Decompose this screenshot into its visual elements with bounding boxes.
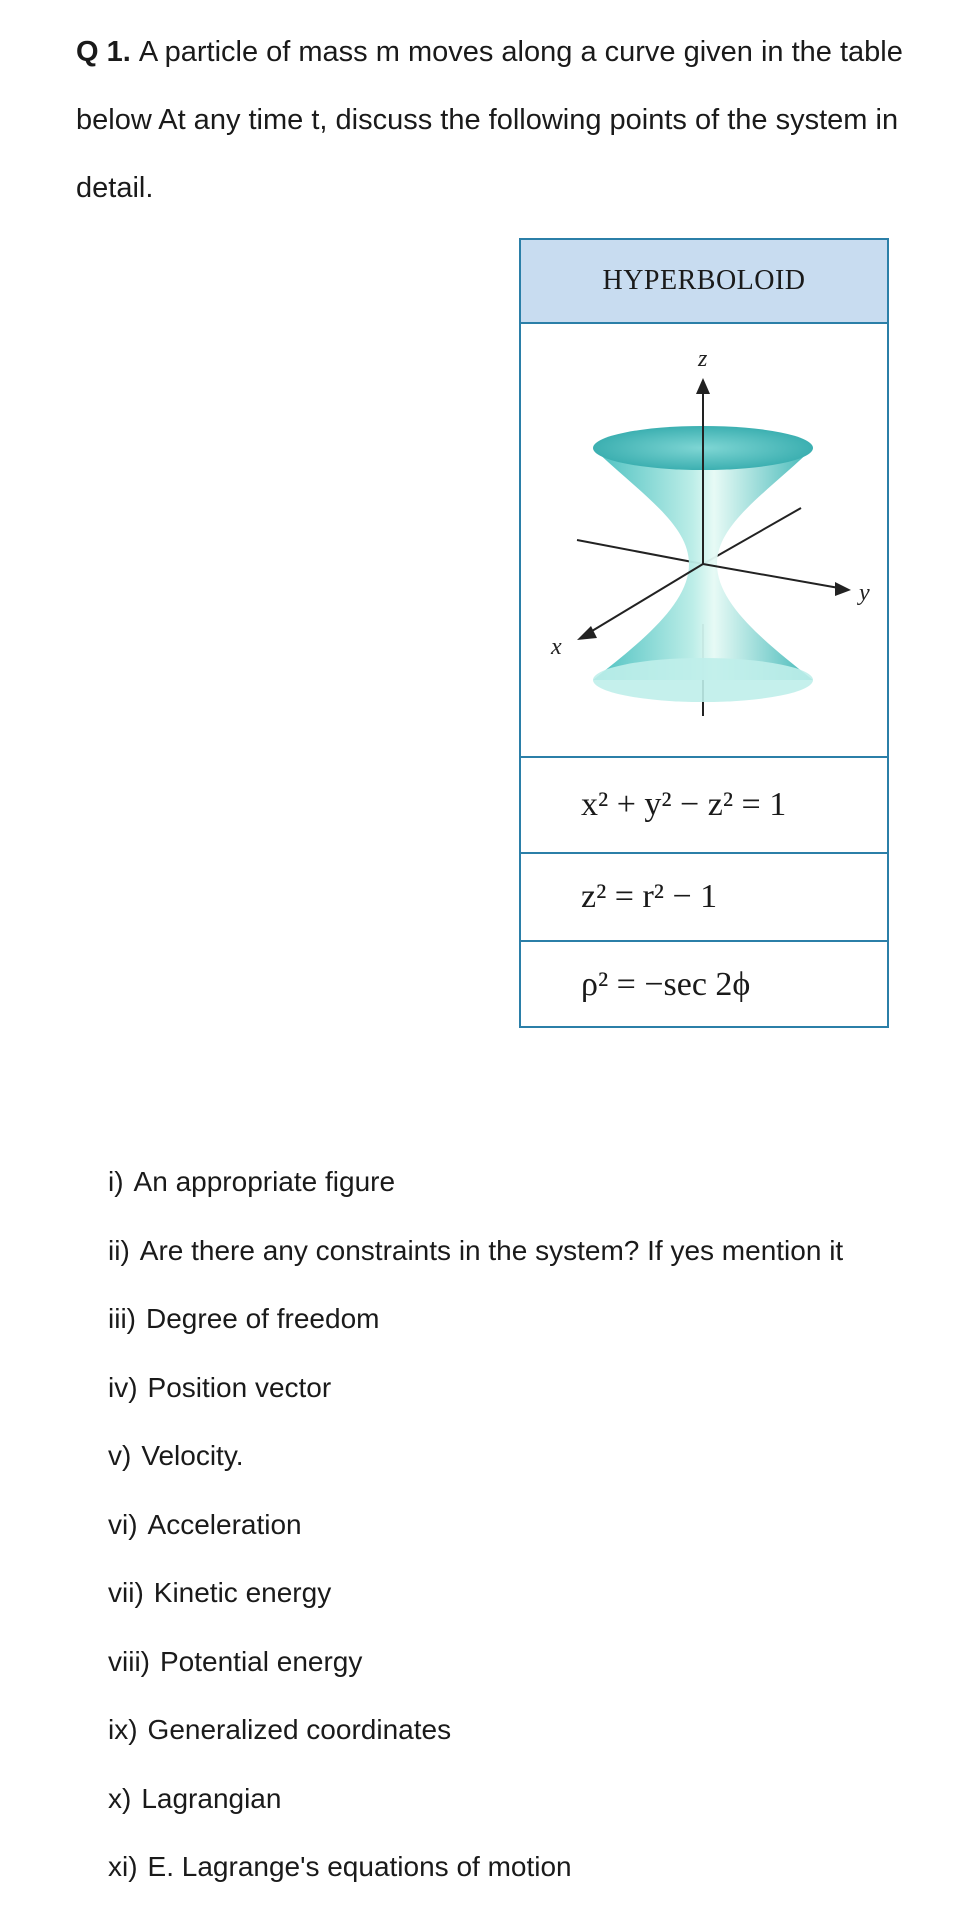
list-item bbox=[108, 1422, 958, 1491]
item-number: vi) bbox=[108, 1508, 138, 1540]
equation-cylindrical: z² = r² − 1 bbox=[521, 854, 887, 942]
equation-polar: ρ² = −sec 2ϕ bbox=[581, 966, 751, 1003]
item-text: Position vector bbox=[147, 1371, 332, 1403]
list-item bbox=[108, 1354, 958, 1423]
list-item bbox=[108, 1217, 958, 1286]
item-number: xi) bbox=[108, 1851, 138, 1882]
hyperboloid-bottom-rim bbox=[593, 658, 813, 702]
item-number: ix) bbox=[108, 1714, 138, 1745]
item-number: viii) bbox=[108, 1645, 150, 1677]
list-item bbox=[108, 1559, 958, 1628]
hyperboloid-figure bbox=[521, 324, 887, 758]
question-paragraph bbox=[76, 18, 946, 222]
item-text: Potential energy bbox=[160, 1645, 363, 1677]
question-text: A particle of mass m moves along a curve given in the table below At any time t, discuss the following points of the system in detail. bbox=[76, 36, 903, 204]
item-text: Are there any constraints in the system? If yes mention it bbox=[139, 1234, 844, 1266]
question-number: Q 1. bbox=[76, 36, 131, 68]
item-text: Velocity. bbox=[141, 1440, 244, 1471]
y-axis-label: y bbox=[859, 580, 870, 606]
item-number: i) bbox=[108, 1166, 124, 1197]
list-item bbox=[108, 1833, 958, 1902]
item-text: Kinetic energy bbox=[153, 1577, 332, 1608]
item-text: Acceleration bbox=[147, 1508, 302, 1540]
item-number: vii) bbox=[108, 1577, 144, 1608]
item-number: iv) bbox=[108, 1371, 138, 1403]
x-axis-arrow bbox=[577, 626, 597, 640]
x-axis-label: x bbox=[551, 634, 562, 660]
hyperboloid-illustration bbox=[521, 324, 887, 756]
shape-table bbox=[519, 238, 889, 1028]
item-text: Degree of freedom bbox=[146, 1303, 380, 1334]
item-number: x) bbox=[108, 1782, 132, 1814]
y-axis-arrow bbox=[835, 582, 851, 596]
item-number: ii) bbox=[108, 1234, 130, 1266]
z-axis-arrow bbox=[696, 378, 710, 394]
list-item bbox=[108, 1628, 958, 1697]
item-number: v) bbox=[108, 1440, 132, 1471]
item-text: An appropriate figure bbox=[133, 1166, 396, 1197]
y-axis bbox=[703, 564, 839, 588]
list-item bbox=[108, 1765, 958, 1834]
equation-cartesian: x² + y² − z² = 1 bbox=[521, 758, 887, 854]
item-text: Generalized coordinates bbox=[147, 1714, 452, 1745]
x-axis-back bbox=[577, 540, 703, 564]
list-item bbox=[108, 1696, 958, 1765]
list-item bbox=[108, 1491, 958, 1560]
item-text: Lagrangian bbox=[141, 1782, 282, 1814]
table-header: HYPERBOLOID bbox=[521, 240, 887, 324]
z-axis-label: z bbox=[698, 346, 708, 372]
item-number: iii) bbox=[108, 1303, 136, 1334]
list-item bbox=[108, 1148, 958, 1217]
list-item bbox=[108, 1285, 958, 1354]
discussion-points-list bbox=[108, 1148, 958, 1902]
item-text: E. Lagrange's equations of motion bbox=[147, 1851, 572, 1882]
